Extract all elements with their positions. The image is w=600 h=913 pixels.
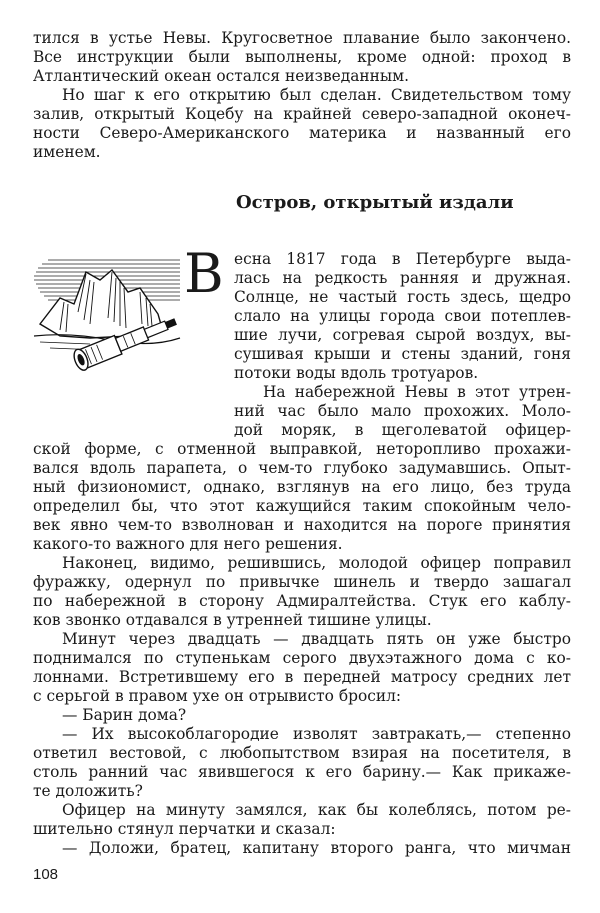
text-line: тился в устье Невы. Кругосветное плавание было закончено. [33,29,571,47]
text-line: лоннами. Встретившему его в передней матросу средних лет [33,668,571,686]
drop-cap: В [184,242,224,305]
text-line: ности Северо-Американского материка и названный его [33,124,571,142]
text-line: Солнце, не частый гость здесь, щедро [234,288,571,306]
text-line: ской форме, с отменной выправкой, неторопливо прохажи- [33,440,571,458]
text-line: ответил вестовой, с любопытством взирая на посетителя, в [33,744,571,762]
telescope-mountain-illustration [30,252,190,372]
text-line: фуражку, одернул по привычке шинель и твердо зашагал [33,573,571,591]
text-line: На набережной Невы в этот утрен- [263,383,571,401]
text-line: Все инструкции были выполнены, кроме одной: проход в [33,48,571,66]
text-line: потоки воды вдоль тротуаров. [234,364,479,382]
text-line: ков звонко отдавался в утренней тишине улицы. [33,611,432,629]
text-line: шительно стянул перчатки и сказал: [33,820,336,838]
text-line: столь ранний час явившегося к его барину.— Как прикаже- [33,763,571,781]
page-number: 108 [33,866,59,883]
text-line: дой моряк, в щеголеватой офицер- [234,421,571,439]
section-title: Остров, открытый издали [236,192,514,213]
text-line: сушивая крыши и стены зданий, гоня [234,345,571,363]
text-line: вался вдоль парапета, о чем-то глубоко задумавшись. Опыт- [33,459,571,477]
text-line: какого-то важного для него решения. [33,535,343,553]
text-line: Наконец, видимо, решившись, молодой офицер поправил [62,554,571,572]
text-line: залив, открытый Коцебу на крайней северо-западной оконеч- [33,105,571,123]
text-line: Атлантический океан остался неизведанным. [33,67,410,85]
text-line: шие лучи, согревая сырой воздух, вы- [234,326,571,344]
text-line: — Их высокоблагородие изволят завтракать,— степенно [62,725,571,743]
text-line: с серьгой в правом ухе он отрывисто бросил: [33,687,402,705]
text-line: ний час было мало прохожих. Моло- [234,402,571,420]
text-line: Офицер на минуту замялся, как бы колеблясь, потом ре- [62,801,571,819]
text-line: слало на улицы города свои потеплев- [234,307,571,325]
text-line: век явно чем-то взволнован и находится на пороге принятия [33,516,571,534]
text-line: — Барин дома? [62,706,187,724]
text-line: лась на редкость ранняя и дружная. [234,269,571,287]
text-line: ный физиономист, однако, взглянув на его лицо, без труда [33,478,571,496]
text-line: Минут через двадцать — двадцать пять он уже быстро [62,630,571,648]
text-line: поднимался по ступенькам серого двухэтажного дома с ко- [33,649,571,667]
text-line: есна 1817 года в Петербурге выда- [234,250,571,268]
text-line: по набережной в сторону Адмиралтейства. Стук его каблу- [33,592,571,610]
text-line: те доложить? [33,782,143,800]
text-line: — Доложи, братец, капитану второго ранга, что мичман [62,839,571,857]
text-line: именем. [33,143,101,161]
text-line: определил бы, что этот кажущийся таким спокойным чело- [33,497,571,515]
text-line: Но шаг к его открытию был сделан. Свидетельством тому [62,86,571,104]
